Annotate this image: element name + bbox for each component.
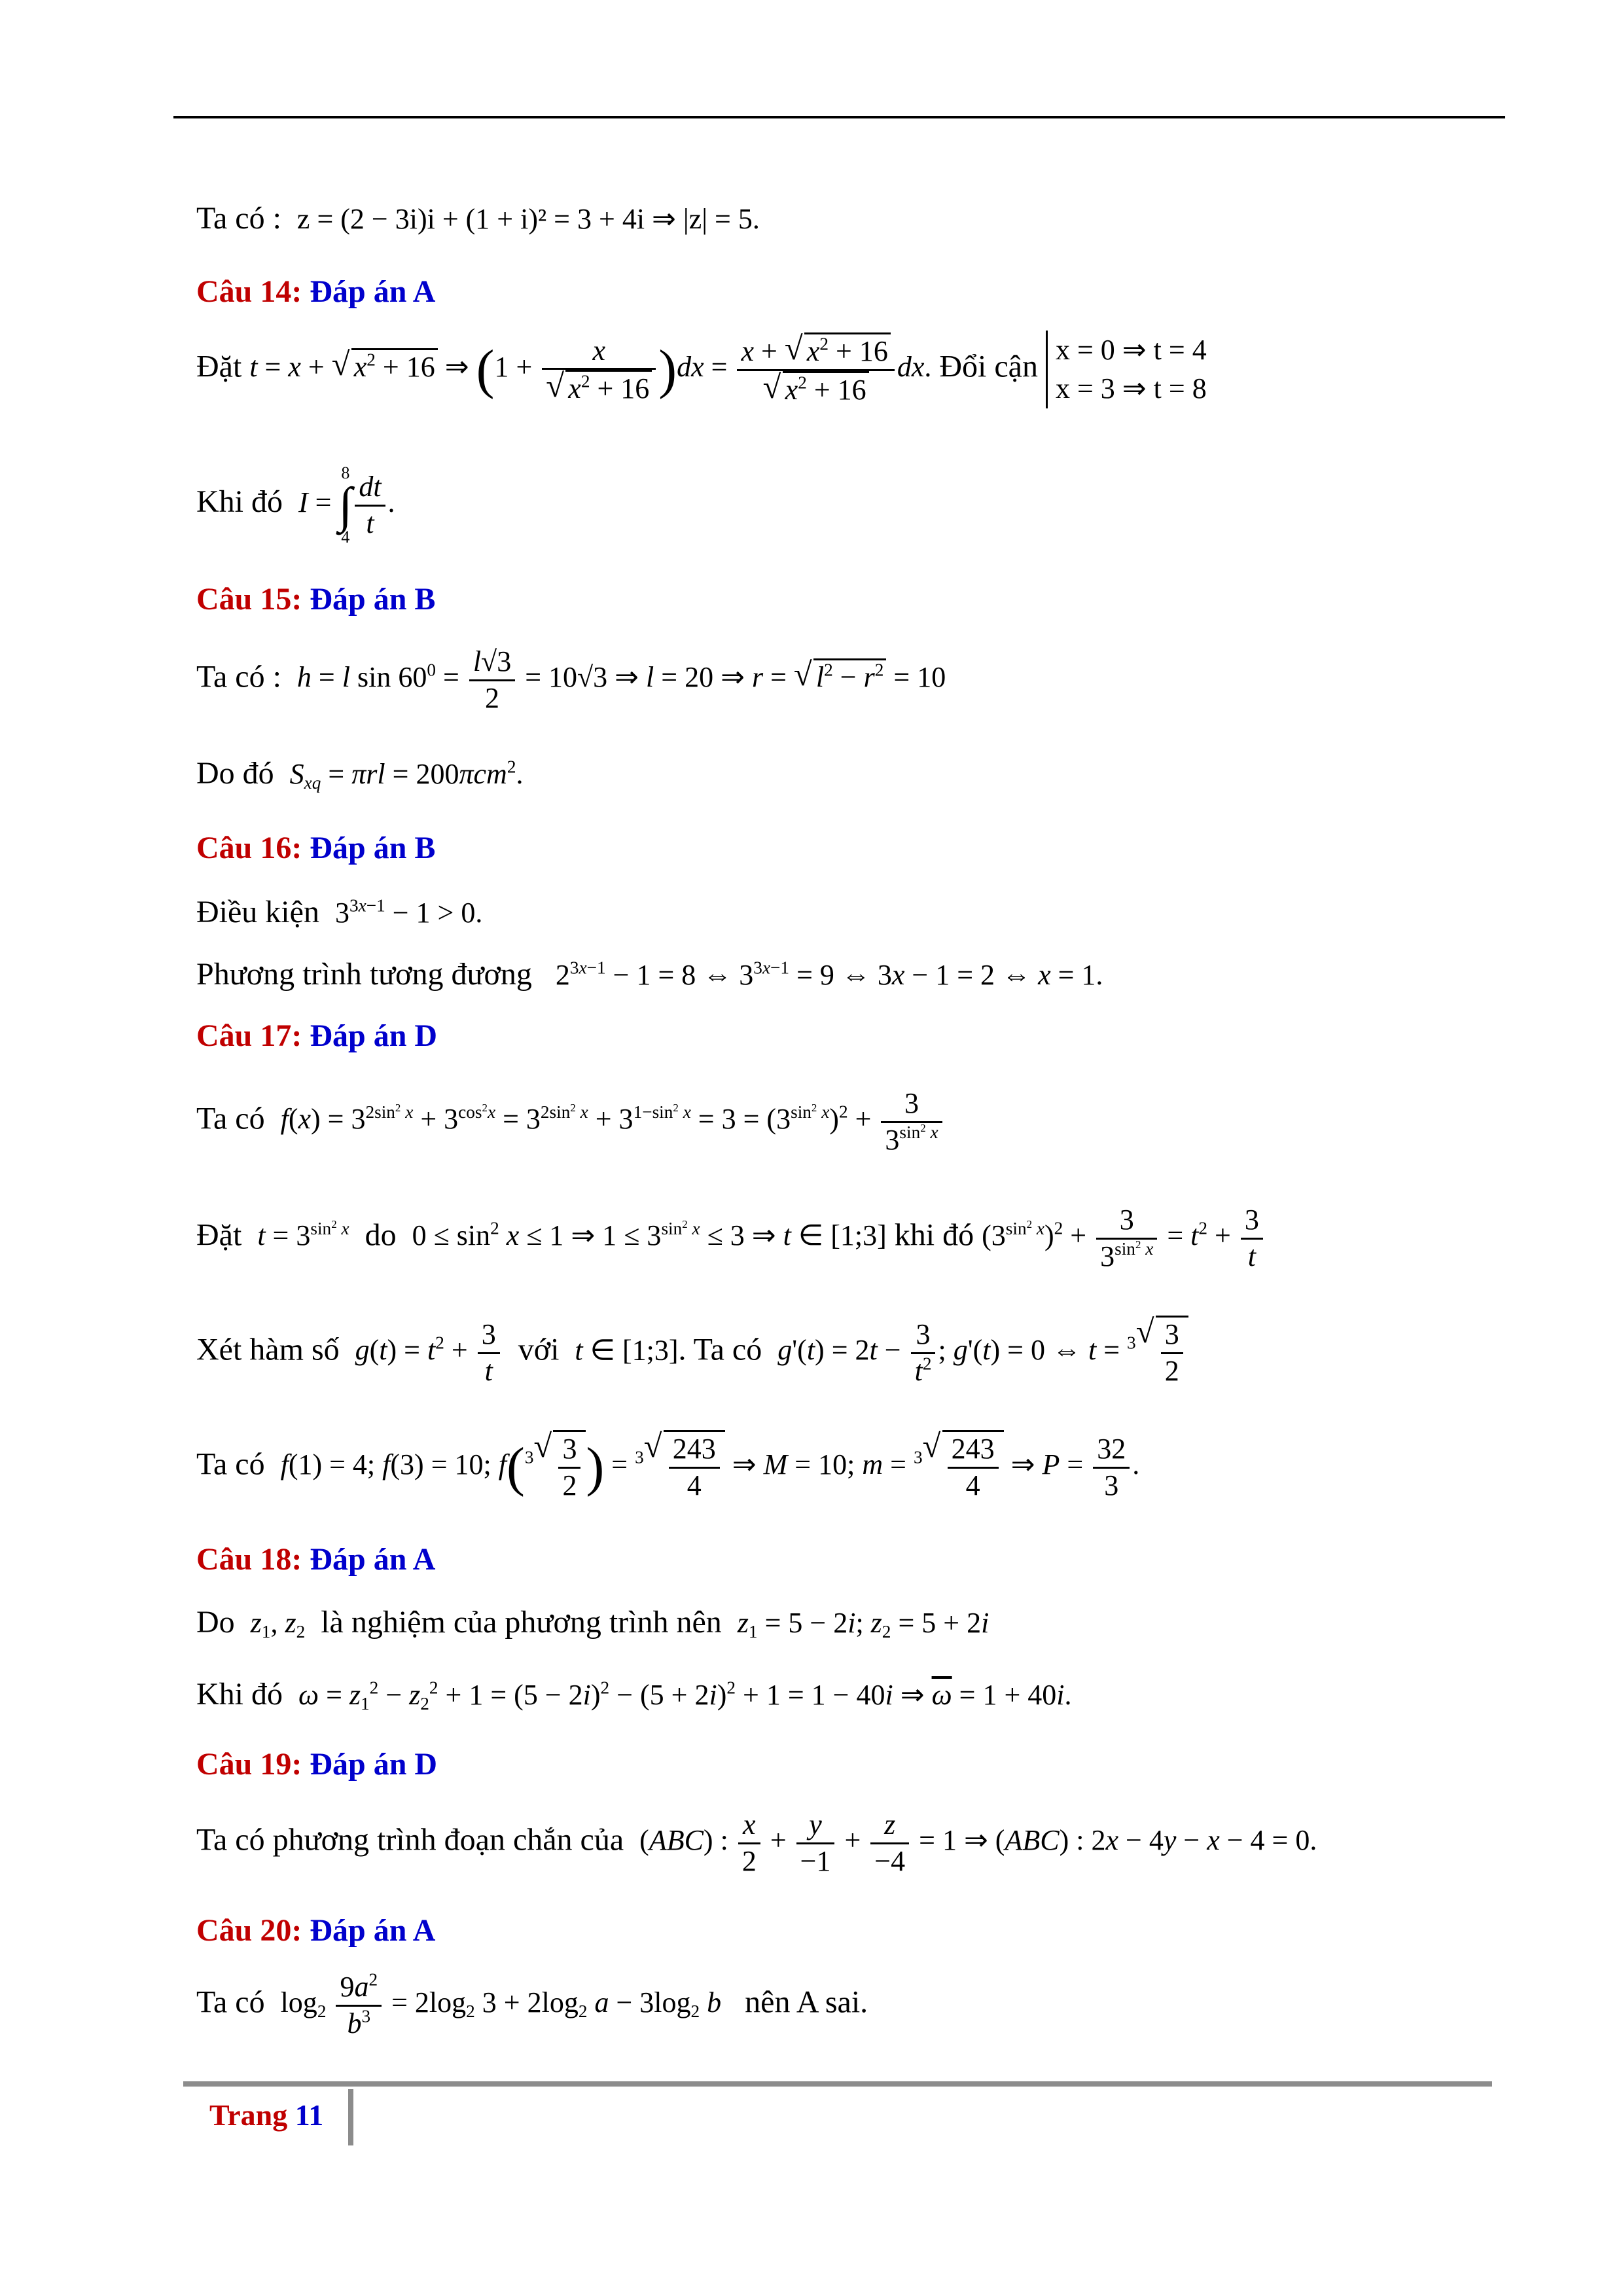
line-q18-omega: Khi đó $\omega = z_1^2 - z_2^2 + 1 = (5 - 2i)^2 - (5 + 2i)^2 + 1 = 1 - 40i$ ⇒ $\overline{\omega} = 1 + 40i$. <box>196 1677 1072 1714</box>
formula-plane: (ABC) : $\frac{x}{2}$ + $\frac{y}{-1}$ + $\frac{z}{-4}$ = 1 ⇒ (ABC) : 2x − 4y − x − 4 = 0. <box>639 1808 1317 1877</box>
line-q16-condition: Điều kiện $3^{3x-1} - 1 > 0$. <box>196 895 483 929</box>
formula-condition: $3^{3x-1} - 1 > 0$. <box>334 895 483 929</box>
heading-q19: Câu 19: Đáp án D <box>196 1747 438 1782</box>
heading-q15: Câu 15: Đáp án B <box>196 582 436 617</box>
formula-integral: I = 8 ∫ 4 $\frac{dt}{t}$ . <box>298 463 395 547</box>
line-q17-derivative: Xét hàm số $g(t) = t^2$ + $\frac{3}{t}$ với t ∈ [1;3]. Ta có g'(t) = 2t − $\frac{3}{t^2}$ ; g'(t) = 0 ⇔ t = $^3$ √ $\frac{3}{2}$ <box>196 1316 1188 1389</box>
formula-extrema: f(1) = 4; f(3) = 10; f($^3$ √ $\frac{3}{2}$ ) = $^3$ √ $\frac{243}{4}$ ⇒ M = 10; m = $^3$ √ $\frac{243}{4}$ ⇒ P = $\frac{32}{3}$ . <box>281 1448 1140 1480</box>
formula-cone: h = l $\sin 60^0$ = $\frac{l√3}{2}$ = 10√3 ⇒ l = 20 ⇒ r = √ $l^2 - r^2 = 10$ <box>297 661 946 693</box>
footer-rule <box>183 2081 1492 2087</box>
formula-f: $f(x) = 3^{2sin^2 x} + 3^{cos^2x} = 3^{2sin^2 x} + 3^{1-sin^2 x} = 3 = (3^{sin^2 x})^2$ + $\frac{3}{3^{sin^2 x}}$ <box>281 1103 945 1135</box>
line-q17-extrema: Ta có f(1) = 4; f(3) = 10; f($^3$ √ $\frac{3}{2}$ ) = $^3$ √ $\frac{243}{4}$ ⇒ M = 10; m = $^3$ √ $\frac{243}{4}$ ⇒ P = $\frac{32}{3}$ . <box>196 1430 1139 1503</box>
line-q16-equation: Phương trình tương đương $2^{3x-1} - 1 = 8$ ⇔ $3^{3x-1} = 9$ ⇔ 3x − 1 = 2 ⇔ x = 1. <box>196 957 1103 992</box>
line-q15-area: Do đó $S_{xq} = \pi rl = 200\pi cm^2$. <box>196 756 524 793</box>
bounds-change: x = 0 ⇒ t = 4 x = 3 ⇒ t = 8 <box>1046 331 1207 408</box>
footer-divider <box>348 2089 353 2145</box>
line-q20-log: Ta có $\log_2$ $\frac{9a^2}{b^3}$ = $2\log_2$ $3 + 2\log_2$ $a - 3\log_2$ b nên A sai. <box>196 1969 868 2039</box>
formula-modulus: z = (2 − 3i)i + (1 + i)² = 3 + 4i ⇒ |z| = 5. <box>296 203 760 235</box>
line-q14-integral: Khi đó I = 8 ∫ 4 $\frac{dt}{t}$ . <box>196 463 395 547</box>
line-q14-substitution: Đặt t = x + √ $x^2 + 16$ ⇒ (1 + x √ $x^2 + 16$ )dx = x + √ $x^2 + 16$ √ $x^2 + 16$ dx. Đổi cận x = 0 ⇒ t = 4 x = 3 ⇒ t = 8 <box>196 331 1207 408</box>
line-q17-substitution: Đặt $t = 3^{sin^2 x}$ do $0 \le \sin^2 x \le 1$ ⇒ $1 \le 3^{sin^2 x} \le 3$ ⇒ t ∈ [1;3] khi đó $(3^{sin^2 x})^2$ + $\frac{3}{3^{sin^2 x}}$ = $t^2$ + $\frac{3}{t}$ <box>196 1203 1266 1274</box>
heading-q16: Câu 16: Đáp án B <box>196 831 436 865</box>
formula-equivalence: $2^{3x-1} - 1 = 8$ ⇔ $3^{3x-1} = 9$ ⇔ 3x − 1 = 2 ⇔ x = 1. <box>555 958 1103 991</box>
heading-q17: Câu 17: Đáp án D <box>196 1018 438 1053</box>
formula-omega: $\omega = z_1^2 - z_2^2 + 1 = (5 - 2i)^2 - (5 + 2i)^2 + 1 = 1 - 40i$ ⇒ $\overline{\omega} = 1 + 40i$. <box>298 1677 1072 1714</box>
line-q15-height: Ta có : h = l $\sin 60^0$ = $\frac{l√3}{2}$ = 10√3 ⇒ l = 20 ⇒ r = √ $l^2 - r^2 = 10$ <box>196 645 946 716</box>
formula-log: $\log_2$ $\frac{9a^2}{b^3}$ = $2\log_2$ $3 + 2\log_2$ $a - 3\log_2$ b <box>280 1969 722 2039</box>
formula-substitution: t = x + √ $x^2 + 16$ ⇒ (1 + x √ $x^2 + 16$ )dx = x + √ $x^2 + 16$ √ $x^2 + 16$ dx. <box>249 351 931 383</box>
line-q18-roots: Do $z_1$, $z_2$ là nghiệm của phương trình nên $z_1 = 5 - 2i$; $z_2 = 5 + 2i$ <box>196 1605 990 1642</box>
heading-q20: Câu 20: Đáp án A <box>196 1913 436 1948</box>
line-q13-solution: Ta có : z = (2 − 3i)i + (1 + i)² = 3 + 4i ⇒ |z| = 5. <box>196 201 760 236</box>
line-q19-plane: Ta có phương trình đoạn chắn của (ABC) : $\frac{x}{2}$ + $\frac{y}{-1}$ + $\frac{z}{-4}$ = 1 ⇒ (ABC) : 2x − 4y − x − 4 = 0. <box>196 1808 1317 1877</box>
formula-lateral-area: $S_{xq} = \pi rl = 200\pi cm^2$. <box>289 757 524 793</box>
heading-q14: Câu 14: Đáp án A <box>196 274 436 309</box>
line-q17-function: Ta có $f(x) = 3^{2sin^2 x} + 3^{cos^2x} = 3^{2sin^2 x} + 3^{1-sin^2 x} = 3 = (3^{sin^2 x})^2$ + $\frac{3}{3^{sin^2 x}}$ <box>196 1086 945 1158</box>
header-rule <box>173 116 1505 118</box>
page-number: Trang 11 <box>209 2098 324 2132</box>
heading-q18: Câu 18: Đáp án A <box>196 1542 436 1577</box>
